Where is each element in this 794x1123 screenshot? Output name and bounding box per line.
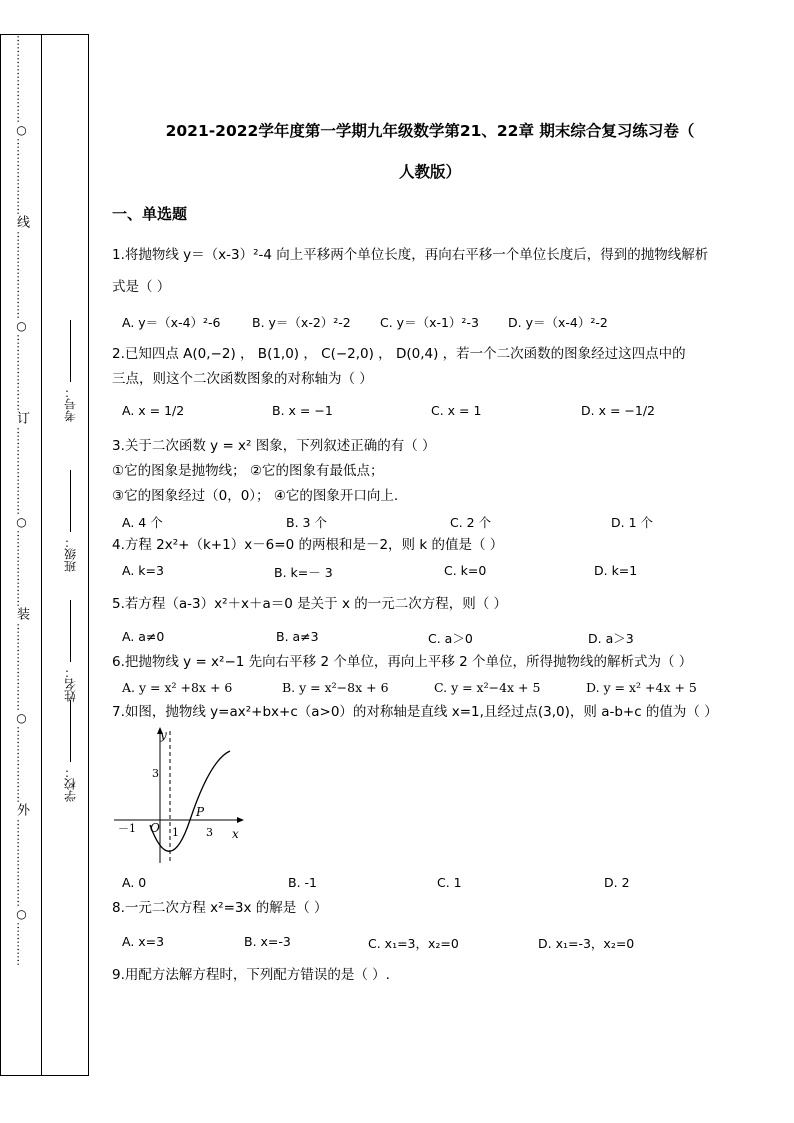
question-2-stem: 2.已知四点 A(0,−2) ， B(1,0) ， C(−2,0) ， D(0,4) ，若一个二次函数的图象经过这四点中的 xyxy=(112,346,686,362)
option-d[interactable]: D. y = x² +4x + 5 xyxy=(586,680,697,695)
option-a[interactable]: A. k=3 xyxy=(122,563,164,578)
option-c[interactable]: C. k=0 xyxy=(444,563,487,578)
option-a[interactable]: A. y = x² +8x + 6 xyxy=(122,680,233,695)
y-tick-3: 3 xyxy=(152,767,159,780)
margin-word-zhuang: 装 xyxy=(14,607,29,620)
option-b[interactable]: B. 3 个 xyxy=(286,515,327,530)
y-label: y xyxy=(160,728,167,742)
option-c[interactable]: C. x₁=3，x₂=0 xyxy=(368,936,459,951)
question-3-stem: 3.关于二次函数 y = x² 图象，下列叙述正确的有（ ） xyxy=(112,438,436,454)
question-8-stem: 8.一元二次方程 x²=3x 的解是（ ） xyxy=(112,900,328,916)
field-underline xyxy=(69,700,71,762)
option-c[interactable]: C. y = x²−4x + 5 xyxy=(434,680,541,695)
option-c[interactable]: C. x = 1 xyxy=(431,403,482,418)
field-exam-number[interactable] xyxy=(60,320,80,422)
question-9-stem: 9.用配方法解方程时，下列配方错误的是（ ）. xyxy=(112,967,390,983)
option-a[interactable]: A. x = 1/2 xyxy=(122,403,185,418)
margin-word-ding: 订 xyxy=(14,411,29,424)
field-underline xyxy=(69,320,71,382)
parabola-curve xyxy=(150,751,230,851)
x-tick-neg1: －1 xyxy=(118,822,136,835)
option-b[interactable]: B. x = −1 xyxy=(272,403,333,418)
option-c[interactable]: C. 1 xyxy=(437,875,462,890)
question-5-stem: 5.若方程（a-3）x²＋x＋a＝0 是关于 x 的一元二次方程，则（ ） xyxy=(112,596,508,612)
section-heading: 一、单选题 xyxy=(112,205,188,223)
option-b[interactable]: B. y = x²−8x + 6 xyxy=(282,680,389,695)
option-b[interactable]: B. x=-3 xyxy=(244,934,291,949)
question-6-stem: 6.把抛物线 y = x²−1 先向右平移 2 个单位，再向上平移 2 个单位，所得抛物线的解析式为（ ） xyxy=(112,654,693,670)
question-1-stem: 1.将抛物线 y＝（x-3）²-4 向上平移两个单位长度，再向右平移一个单位长度后，得到的抛物线解析 xyxy=(112,247,709,263)
field-class[interactable] xyxy=(60,470,80,572)
option-d[interactable]: D. y＝（x-4）²-2 xyxy=(508,315,608,330)
field-label: 班级： xyxy=(63,536,78,572)
option-c[interactable]: C. 2 个 xyxy=(450,515,492,530)
margin-divider xyxy=(41,35,42,1075)
x-axis-arrow xyxy=(237,817,244,823)
option-c[interactable]: C. y＝（x-1）²-3 xyxy=(380,315,479,330)
option-b[interactable]: B. y＝（x-2）²-2 xyxy=(252,315,351,330)
origin-label: O xyxy=(150,821,160,835)
circle-mark: ○ xyxy=(14,319,29,333)
point-p-label: P xyxy=(196,805,205,819)
question-1-stem-cont: 式是（ ） xyxy=(112,279,171,295)
field-label: 学校： xyxy=(63,766,78,802)
margin-word-xian: 线 xyxy=(14,215,29,228)
question-3-statement-2: ③它的图象经过（0，0）； ④它的图象开口向上. xyxy=(112,488,399,504)
x-tick-3: 3 xyxy=(206,826,213,839)
question-7-stem: 7.如图，抛物线 y=ax²+bx+c（a>0）的对称轴是直线 x=1,且经过点(3,0)，则 a-b+c 的值为（ ） xyxy=(112,704,718,720)
option-d[interactable]: D. x₁=-3，x₂=0 xyxy=(538,936,635,951)
x-tick-1: 1 xyxy=(172,826,179,839)
option-a[interactable]: A. 0 xyxy=(122,875,147,890)
field-underline xyxy=(69,470,71,532)
field-school[interactable] xyxy=(60,700,80,802)
circle-mark: ○ xyxy=(14,515,29,529)
x-label: x xyxy=(232,827,239,841)
option-a[interactable]: A. x=3 xyxy=(122,934,165,949)
option-d[interactable]: D. a＞3 xyxy=(588,631,634,646)
page-title-line2: 人教版） xyxy=(398,163,461,181)
circle-mark: ○ xyxy=(14,123,29,137)
option-b[interactable]: B. a≠3 xyxy=(276,629,319,644)
option-d[interactable]: D. k=1 xyxy=(594,563,638,578)
option-a[interactable]: A. y＝（x-4）²-6 xyxy=(122,315,221,330)
circle-mark: ○ xyxy=(14,711,29,725)
option-d[interactable]: D. 2 xyxy=(604,875,630,890)
option-d[interactable]: D. x = −1/2 xyxy=(581,403,655,418)
cut-line: … … … … … … … … ○ … … … … … … … 线 … … … … … … … … ○ … … … … … … … 订 … … … … … … … … ○ … … … … … … … 装 … … … … … … … … ○ … … … … … … … 外 … … … … … … … … ○ … … … … xyxy=(14,35,29,966)
margin-word-wai: 外 xyxy=(14,803,29,816)
option-d[interactable]: D. 1 个 xyxy=(611,515,653,530)
option-b[interactable]: B. k=－ 3 xyxy=(274,565,333,580)
option-c[interactable]: C. a＞0 xyxy=(428,631,473,646)
question-4-stem: 4.方程 2x²+（k+1）x－6=0 的两根和是－2，则 k 的值是（ ） xyxy=(112,537,504,553)
option-a[interactable]: A. 4 个 xyxy=(122,515,163,530)
parabola-graph xyxy=(112,725,252,865)
field-underline xyxy=(69,600,71,662)
field-label: 姓名： xyxy=(63,666,78,702)
field-label: 考号： xyxy=(63,386,78,422)
option-a[interactable]: A. a≠0 xyxy=(122,629,165,644)
option-b[interactable]: B. -1 xyxy=(288,875,317,890)
page-title: 2021-2022学年度第一学期九年级数学第21、22章 期末综合复习练习卷（ xyxy=(165,122,695,140)
question-2-stem-cont: 三点，则这个二次函数图象的对称轴为（ ） xyxy=(112,371,373,387)
circle-mark: ○ xyxy=(14,907,29,921)
field-name[interactable] xyxy=(60,600,80,702)
question-3-statement-1: ①它的图象是抛物线； ②它的图象有最低点； xyxy=(112,463,384,479)
